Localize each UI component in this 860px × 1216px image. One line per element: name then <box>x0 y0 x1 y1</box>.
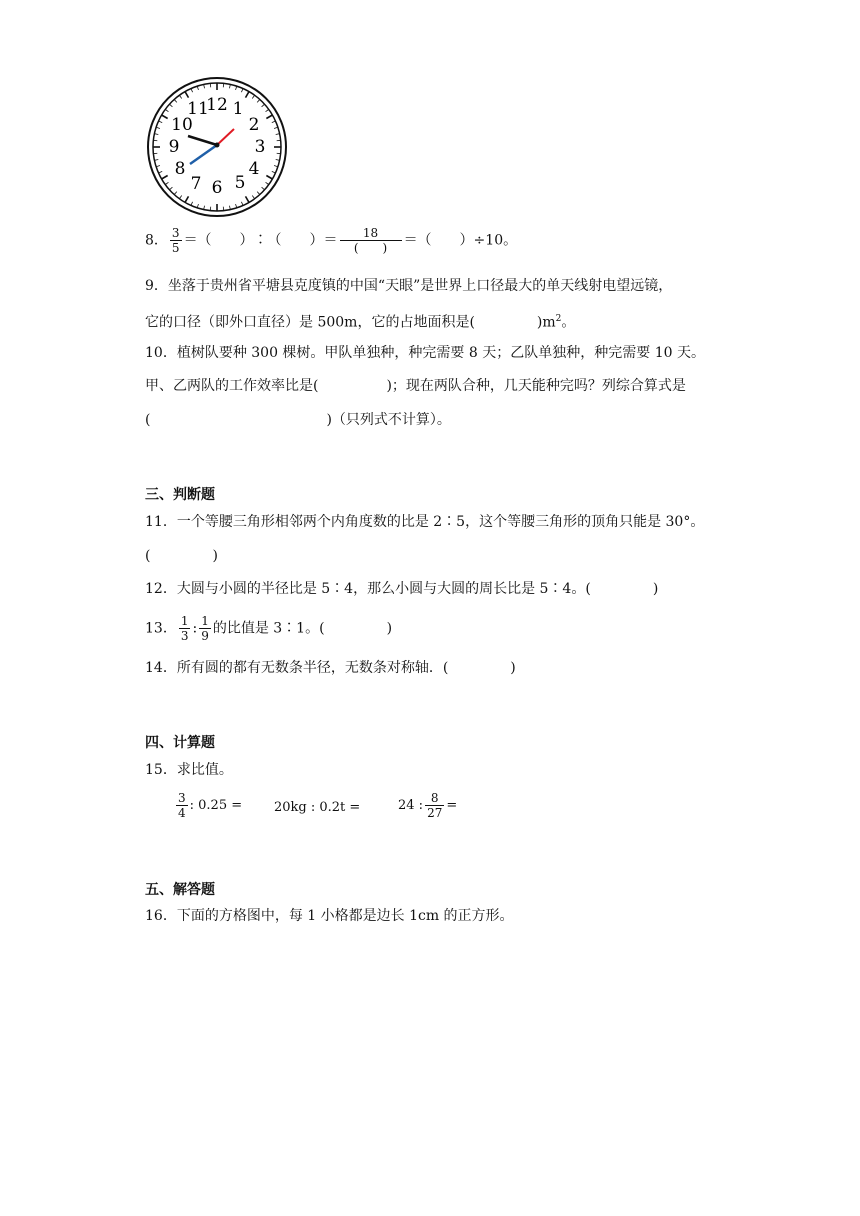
fraction <box>176 791 188 820</box>
question-14 <box>145 658 516 678</box>
question-15-title: 15．求比值。 <box>145 762 233 778</box>
clock-number: 1 <box>232 99 244 119</box>
clock-number: 8 <box>174 159 186 179</box>
fraction-denominator: 5 <box>171 241 180 255</box>
q14-text: 14．所有圆的都有无数条半径，无数条对称轴．( <box>145 660 449 676</box>
q9-text: 它的口径（即外口直径）是 500m，它的占地面积是( <box>145 314 475 331</box>
q15-expr3-equals: = <box>446 798 458 813</box>
clock-number: 9 <box>168 137 180 157</box>
fraction-denominator: 27 <box>427 806 443 820</box>
q10-end: )（只列式不计算）。 <box>326 412 451 428</box>
q13-fraction-2 <box>199 614 211 643</box>
fraction-numerator: 1 <box>201 614 209 628</box>
q14-close-paren: ) <box>510 660 516 676</box>
q10-open-paren: ( <box>145 412 151 428</box>
question-11-line2 <box>145 546 218 566</box>
fraction-denominator: 9 <box>201 629 209 643</box>
question-9-line1: 9．坐落于贵州省平塘县克度镇的中国“天眼”是世界上口径最大的单天线射电望远镜， <box>145 278 673 294</box>
clock-number: 5 <box>234 173 246 193</box>
q8-fraction <box>170 226 182 255</box>
section-3-heading: 三、判断题 <box>145 487 215 503</box>
question-13 <box>145 614 392 643</box>
question-10-line2 <box>145 376 686 396</box>
fraction-numerator: 8 <box>425 791 444 806</box>
question-11-line1: 11．一个等腰三角形相邻两个内角度数的比是 2∶5，这个等腰三角形的顶角只能是 30°。 <box>145 514 705 530</box>
clock-number: 2 <box>248 115 260 135</box>
q12-text: 12．大圆与小圆的半径比是 5∶4，那么小圆与大圆的周长比是 5∶4。( <box>145 581 591 597</box>
question-10-line1: 10．植树队要种 300 棵树。甲队单独种，种完需要 8 天；乙队单独种，种完需要 10 天。 <box>145 345 705 361</box>
clock-center <box>215 143 220 148</box>
q8-equation-part2: ＝（ ）÷10。 <box>403 232 518 249</box>
q15-expr3-text: 24 : <box>398 798 424 813</box>
q11-close-paren: ) <box>212 548 218 564</box>
question-8 <box>145 226 517 255</box>
clock-number: 3 <box>254 137 266 157</box>
q13-colon: : <box>192 620 198 637</box>
q10-text: 甲、乙两队的工作效率比是( <box>145 378 319 394</box>
clock-number: 10 <box>171 115 193 135</box>
clock-number: 4 <box>248 159 260 179</box>
q13-number: 13． <box>145 620 177 637</box>
q13-text: 的比值是 3∶1。( <box>212 620 325 637</box>
q15-expr1-text: : 0.25 = <box>189 798 243 813</box>
clock-number: 7 <box>190 174 202 194</box>
fraction-numerator: 3 <box>171 226 180 240</box>
q8-number: 8． <box>145 232 168 249</box>
fraction-numerator: 1 <box>180 614 189 628</box>
clock-number: 12 <box>206 95 228 115</box>
fraction-numerator: 3 <box>178 791 186 805</box>
q9-end: 。 <box>561 314 576 331</box>
clock-number: 6 <box>211 178 223 198</box>
question-10-line3 <box>145 410 451 430</box>
question-16: 16．下面的方格图中，每 1 小格都是边长 1cm 的正方形。 <box>145 908 514 924</box>
q8-fraction-2 <box>340 226 402 255</box>
fraction <box>425 791 444 820</box>
q9-unit-exponent: 2 <box>555 314 562 324</box>
fraction-numerator: 18 <box>340 226 402 241</box>
question-12 <box>145 579 658 599</box>
fraction-denominator-blank[interactable]: ( ) <box>353 241 388 255</box>
q12-close-paren: ) <box>652 581 659 597</box>
q11-open-paren: ( <box>145 548 151 564</box>
clock-number: 11 <box>187 99 209 119</box>
q15-expression-1 <box>174 791 242 820</box>
question-9-line2 <box>145 309 575 333</box>
q13-close-paren: ) <box>386 620 393 637</box>
clock-figure <box>146 76 288 218</box>
section-5-heading: 五、解答题 <box>145 882 215 898</box>
fraction-denominator: 4 <box>178 806 186 820</box>
q15-expression-2: 20kg : 0.2t = <box>274 800 361 815</box>
q13-fraction-1 <box>179 614 191 643</box>
q15-expression-3 <box>398 791 457 820</box>
fraction-denominator: 3 <box>180 629 189 643</box>
q10-text-2: )；现在两队合种，几天能种完吗？列综合算式是 <box>386 378 686 394</box>
q9-unit: )m <box>536 314 556 331</box>
q8-equation-part1: ＝（ ）∶（ ）＝ <box>183 232 338 249</box>
section-4-heading: 四、计算题 <box>145 735 215 751</box>
